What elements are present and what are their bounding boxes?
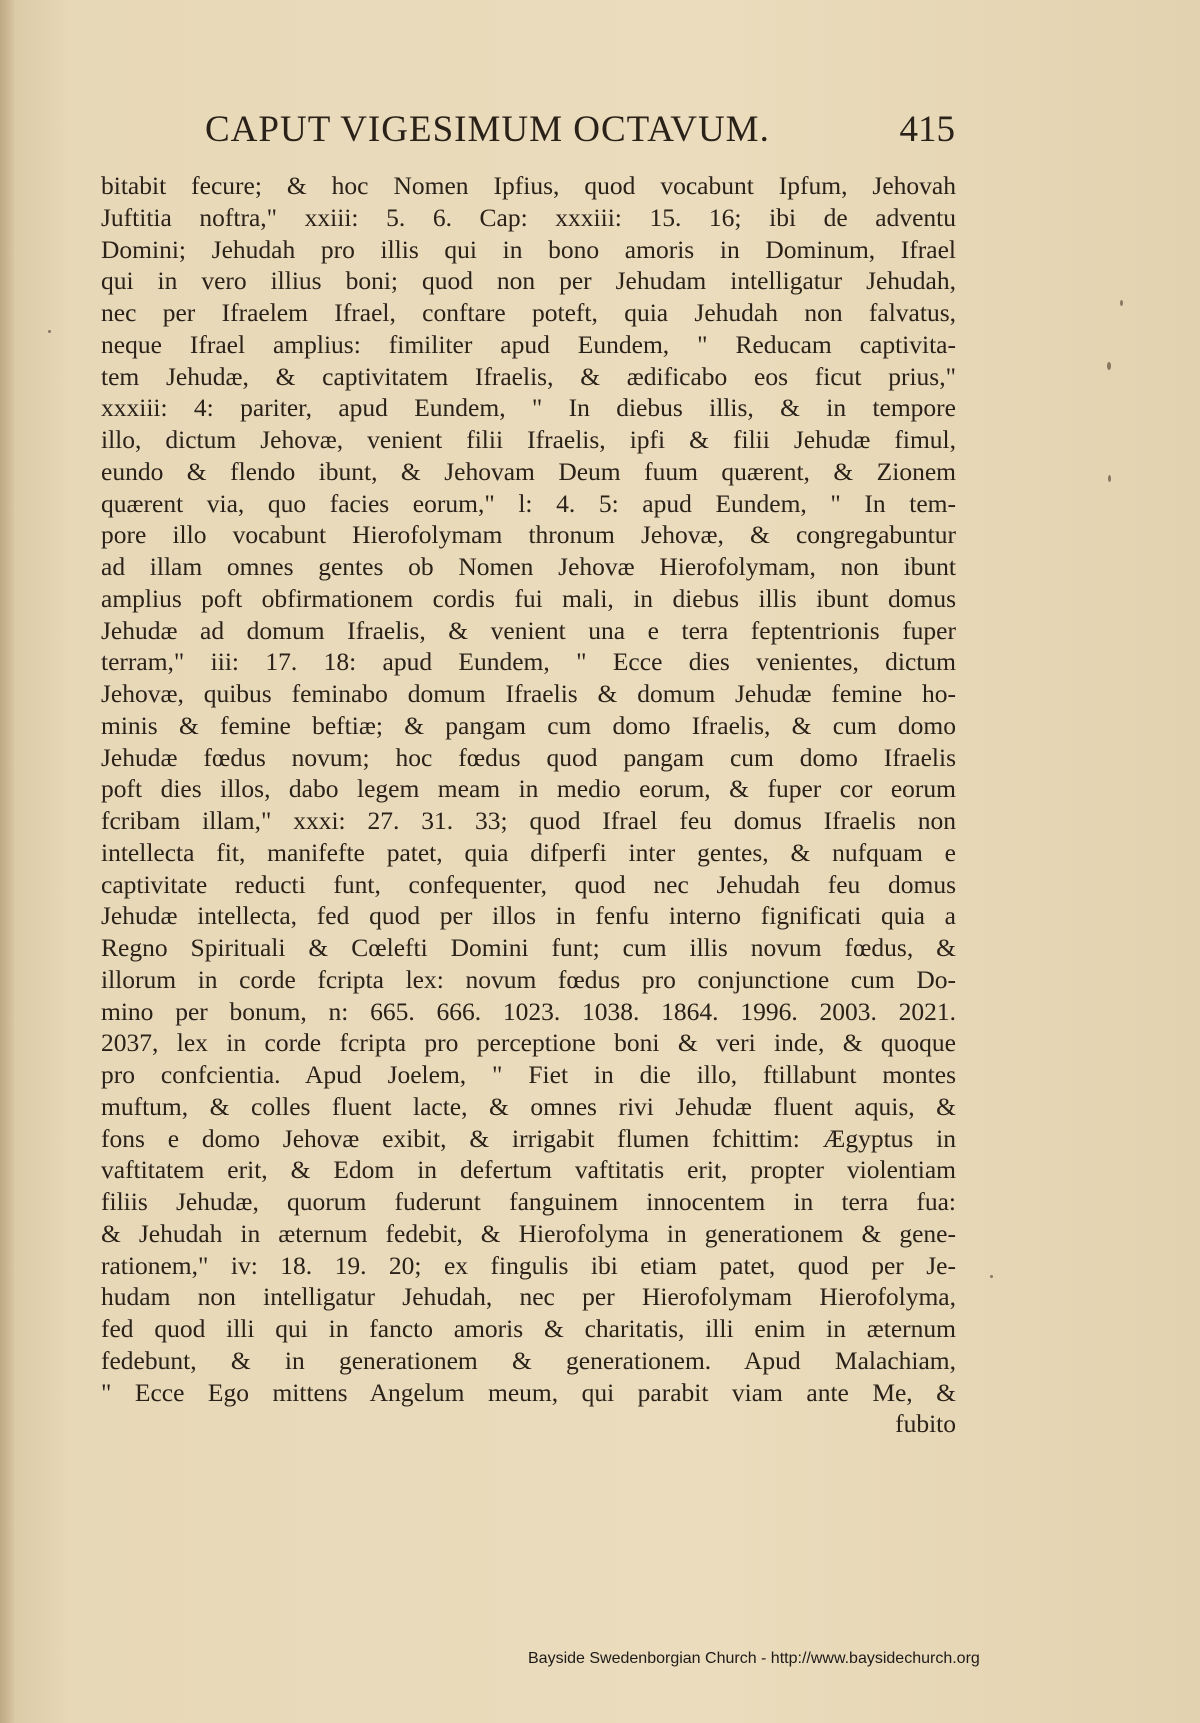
text-line: rationem," iv: 18. 19. 20; ex fingulis ibi etiam patet, quod per Je-: [101, 1250, 956, 1280]
paper-speck: [1120, 300, 1123, 306]
text-line: terram," iii: 17. 18: apud Eundem, " Ecce dies venientes, dictum: [101, 647, 956, 677]
text-line: fedebunt, & in generationem & generationem. Apud Malachiam,: [101, 1345, 956, 1375]
text-line: & Jehudah in æternum fedebit, & Hierofolyma in generationem & gene-: [101, 1218, 956, 1248]
text-line: mino per bonum, n: 665. 666. 1023. 1038. 1864. 1996. 2003. 2021.: [101, 996, 956, 1026]
text-line: fons e domo Jehovæ exibit, & irrigabit flumen fchittim: Ægyptus in: [101, 1123, 956, 1153]
text-line: Jehudæ ad domum Ifraelis, & venient una e terra feptentrionis fuper: [101, 615, 956, 645]
text-line: filiis Jehudæ, quorum fuderunt fanguinem innocentem in terra fua:: [101, 1187, 956, 1216]
text-line: Regno Spirituali & Cœlefti Domini funt; cum illis novum fœdus, &: [101, 933, 956, 962]
text-line: neque Ifrael amplius: fimiliter apud Eundem, " Reducam captivita-: [101, 329, 956, 359]
text-line: illorum in corde fcripta lex: novum fœdus pro conjunctione cum Do-: [101, 964, 956, 994]
paper-speck: [990, 1275, 993, 1278]
text-line: pro confcientia. Apud Joelem, " Fiet in die illo, ftillabunt montes: [101, 1060, 956, 1089]
text-line: poft dies illos, dabo legem meam in medio eorum, & fuper cor eorum: [101, 774, 956, 804]
text-line: vaftitatem erit, & Edom in defertum vaftitatis erit, propter violentiam: [101, 1155, 956, 1185]
page-gutter-shadow: [0, 0, 14, 1723]
text-line: " Ecce Ego mittens Angelum meum, qui parabit viam ante Me, &: [101, 1377, 956, 1407]
text-line: nec per Ifraelem Ifrael, conftare poteft, quia Jehudah non falvatus,: [101, 298, 956, 327]
running-head: CAPUT VIGESIMUM OCTAVUM.: [205, 109, 770, 150]
body-text: [101, 170, 956, 1440]
text-line: eundo & flendo ibunt, & Jehovam Deum fuum quærent, & Zionem: [101, 456, 956, 486]
text-line: intellecta fit, manifefte patet, quia difperfi inter gentes, & nufquam e: [101, 837, 956, 867]
text-line: minis & femine beftiæ; & pangam cum domo Ifraelis, & cum domo: [101, 710, 956, 740]
text-line: qui in vero illius boni; quod non per Jehudam intelligatur Jehudah,: [101, 266, 956, 296]
watermark-footer: Bayside Swedenborgian Church - http://www.baysidechurch.org: [528, 1650, 980, 1667]
paper-speck: [1108, 475, 1111, 482]
text-line: quærent via, quo facies eorum," l: 4. 5: apud Eundem, " In tem-: [101, 488, 956, 518]
page-number: 415: [899, 109, 955, 150]
text-line: captivitate reducti funt, confequenter, quod nec Jehudah feu domus: [101, 869, 956, 899]
text-line: Jehudæ intellecta, fed quod per illos in fenfu interno fignificati quia a: [101, 901, 956, 931]
text-line: illo, dictum Jehovæ, venient filii Ifraelis, ipfi & filii Jehudæ fimul,: [101, 425, 956, 454]
text-line: Jehovæ, quibus feminabo domum Ifraelis & domum Jehudæ femine ho-: [101, 679, 956, 708]
text-line: muftum, & colles fluent lacte, & omnes rivi Jehudæ fluent aquis, &: [101, 1091, 956, 1121]
paper-speck: [1107, 362, 1111, 370]
text-line: bitabit fecure; & hoc Nomen Ipfius, quod vocabunt Ipfum, Jehovah: [101, 171, 956, 200]
text-line: Domini; Jehudah pro illis qui in bono amoris in Dominum, Ifrael: [101, 234, 956, 264]
text-line: Jehudæ fœdus novum; hoc fœdus quod pangam cum domo Ifraelis: [101, 742, 956, 772]
text-line: amplius poft obfirmationem cordis fui mali, in diebus illis ibunt domus: [101, 583, 956, 613]
text-line: ad illam omnes gentes ob Nomen Jehovæ Hierofolymam, non ibunt: [101, 552, 956, 581]
text-line: hudam non intelligatur Jehudah, nec per Hierofolymam Hierofolyma,: [101, 1282, 956, 1312]
text-line: fcribam illam," xxxi: 27. 31. 33; quod Ifrael feu domus Ifraelis non: [101, 806, 956, 835]
text-line: Juftitia noftra," xxiii: 5. 6. Cap: xxxiii: 15. 16; ibi de adventu: [101, 202, 956, 232]
page-header: [205, 108, 955, 158]
text-line: xxxiii: 4: pariter, apud Eundem, " In diebus illis, & in tempore: [101, 393, 956, 423]
text-line: pore illo vocabunt Hierofolymam thronum Jehovæ, & congregabuntur: [101, 520, 956, 550]
paper-speck: [48, 330, 51, 333]
text-line: 2037, lex in corde fcripta pro perceptione boni & veri inde, & quoque: [101, 1028, 956, 1058]
text-line: tem Jehudæ, & captivitatem Ifraelis, & ædificabo eos ficut prius,": [101, 361, 956, 391]
catchword: fubito: [895, 1409, 956, 1439]
text-line: fed quod illi qui in fancto amoris & charitatis, illi enim in æternum: [101, 1314, 956, 1343]
